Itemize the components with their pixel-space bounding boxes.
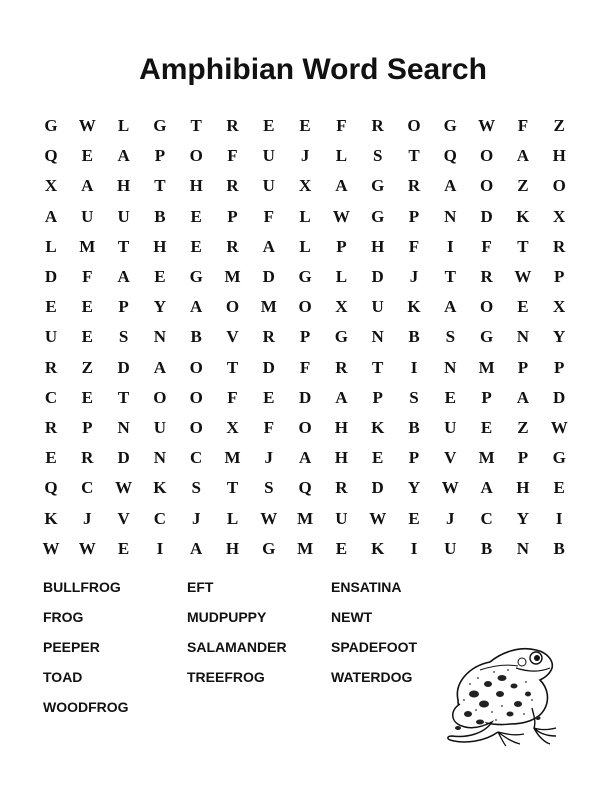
grid-letter: E (444, 387, 456, 407)
grid-letter: C (153, 508, 167, 528)
grid-letter: K (407, 297, 421, 317)
word-list-item: SPADEFOOT (331, 639, 418, 655)
grid-letter: O (189, 357, 203, 377)
grid-letter: J (191, 508, 201, 528)
grid-letter: E (517, 297, 529, 317)
grid-letter: Y (153, 297, 167, 317)
grid-letter: S (409, 387, 419, 407)
grid-letter: U (44, 327, 58, 347)
word-list-item: PEEPER (43, 639, 100, 655)
grid-letter: T (517, 236, 529, 256)
grid-letter: P (553, 267, 565, 286)
grid-letter: R (335, 478, 348, 498)
grid-letter: V (226, 327, 239, 347)
grid-letter: G (479, 327, 494, 347)
grid-letter: R (407, 176, 421, 196)
grid-letter: G (371, 206, 385, 226)
grid-letter: F (336, 116, 347, 135)
grid-letter: W (260, 508, 278, 528)
grid-letter: P (408, 448, 420, 468)
grid-letter: P (517, 448, 529, 468)
grid-letter: W (369, 508, 387, 528)
grid-letter: H (371, 236, 385, 256)
grid-letter: T (372, 357, 384, 377)
grid-letter: U (444, 418, 457, 437)
grid-letter: M (297, 538, 314, 558)
grid-letter: E (45, 297, 57, 317)
grid-letter: A (153, 357, 167, 377)
grid-letter: L (335, 146, 348, 166)
grid-letter: E (480, 418, 493, 437)
grid-letter: N (153, 327, 167, 347)
grid-letter: J (300, 146, 310, 166)
grid-letter: B (480, 538, 493, 558)
grid-letter: Z (553, 116, 565, 135)
grid-letter: E (45, 448, 57, 468)
grid-letter: M (224, 448, 241, 468)
grid-letter: L (299, 206, 311, 226)
grid-letter: D (371, 478, 384, 498)
grid-letter: A (298, 448, 312, 468)
grid-letter: O (407, 116, 421, 135)
grid-letter: N (444, 206, 457, 226)
grid-letter: E (372, 448, 384, 468)
grid-letter: A (81, 176, 94, 196)
grid-letter: H (189, 176, 203, 196)
grid-letter: M (79, 236, 96, 256)
grid-letter: M (478, 448, 495, 468)
grid-letter: E (154, 267, 166, 286)
grid-letter: A (190, 297, 203, 317)
grid-letter: D (298, 387, 312, 407)
grid-letter: E (81, 387, 93, 407)
grid-letter: A (44, 206, 58, 226)
grid-letter: G (552, 448, 566, 468)
grid-letter: O (298, 297, 312, 317)
grid-letter: T (408, 146, 420, 166)
grid-letter: E (335, 538, 348, 558)
grid-letter: A (190, 538, 203, 558)
grid-letter: Y (553, 327, 566, 347)
grid-letter: S (445, 327, 456, 347)
grid-letter: F (299, 357, 311, 377)
grid-letter: L (45, 236, 57, 256)
grid-letter: D (480, 206, 493, 226)
grid-letter: Q (443, 146, 457, 166)
grid-letter: X (298, 176, 312, 196)
grid-letter: X (553, 206, 566, 226)
grid-letter: U (262, 146, 275, 166)
grid-letter: E (117, 538, 130, 558)
grid-letter: X (44, 176, 58, 196)
grid-letter: Q (298, 478, 312, 498)
grid-letter: F (82, 267, 93, 286)
grid-letter: W (42, 538, 60, 558)
grid-letter: A (516, 146, 530, 166)
grid-letter: O (479, 146, 494, 166)
grid-letter: X (335, 297, 348, 317)
grid-letter: P (481, 387, 492, 407)
grid-letter: G (44, 116, 58, 135)
grid-letter: S (264, 478, 274, 498)
grid-letter: D (117, 357, 130, 377)
grid-letter: T (154, 176, 166, 196)
grid-letter: U (335, 508, 348, 528)
grid-letter: O (479, 297, 494, 317)
grid-letter: R (335, 357, 348, 377)
word-list-item: MUDPUPPY (187, 609, 267, 625)
grid-letter: E (299, 116, 311, 135)
grid-letter: R (262, 327, 275, 347)
grid-letter: G (371, 176, 385, 196)
grid-letter: K (516, 206, 530, 226)
grid-letter: A (335, 176, 348, 196)
grid-letter: T (117, 236, 130, 256)
grid-letter: P (118, 297, 129, 317)
grid-letter: L (299, 236, 311, 256)
grid-letter: I (555, 508, 563, 528)
grid-letter: U (117, 206, 130, 226)
grid-letter: U (262, 176, 275, 196)
grid-letter: F (263, 418, 274, 437)
grid-letter: X (226, 418, 239, 437)
grid-letter: G (443, 116, 457, 135)
word-list-item: EFT (187, 579, 214, 595)
grid-letter: A (444, 297, 457, 317)
grid-letter: A (480, 478, 493, 498)
grid-letter: R (226, 116, 239, 135)
grid-letter: W (550, 418, 568, 437)
grid-letter: K (371, 418, 385, 437)
grid-letter: K (44, 508, 58, 528)
grid-letter: R (226, 176, 239, 196)
grid-letter: G (334, 327, 348, 347)
grid-letter: W (78, 116, 96, 135)
grid-letter: P (154, 146, 166, 166)
page-title: Amphibian Word Search (139, 53, 487, 86)
grid-letter: U (444, 538, 457, 558)
grid-letter: I (156, 538, 164, 558)
word-list-item: WOODFROG (43, 699, 129, 715)
grid-letter: R (371, 116, 384, 135)
word-list-item: TOAD (43, 669, 83, 685)
word-list-item: FROG (43, 609, 84, 625)
grid-letter: U (371, 297, 384, 317)
grid-letter: L (226, 508, 239, 528)
grid-letter: N (516, 538, 530, 558)
grid-letter: T (226, 357, 239, 377)
word-list-item: NEWT (331, 609, 373, 625)
grid-letter: S (372, 146, 383, 166)
grid-letter: O (479, 176, 494, 196)
grid-letter: M (260, 297, 277, 317)
grid-letter: O (189, 146, 203, 166)
grid-letter: J (83, 508, 92, 528)
grid-letter: G (153, 116, 167, 135)
grid-letter: H (116, 176, 131, 196)
grid-letter: A (117, 267, 130, 286)
grid-letter: D (371, 267, 384, 286)
grid-letter: W (441, 478, 459, 498)
grid-letter: P (408, 206, 420, 226)
grid-letter: E (190, 206, 202, 226)
grid-letter: H (153, 236, 167, 256)
grid-letter: X (553, 297, 566, 317)
grid-letter: V (117, 508, 130, 528)
word-list-item: BULLFROG (43, 579, 121, 595)
grid-letter: T (117, 387, 130, 407)
grid-letter: F (481, 236, 492, 256)
grid-letter: F (517, 116, 529, 135)
grid-letter: E (81, 297, 93, 317)
grid-letter: O (225, 297, 240, 317)
grid-letter: I (410, 357, 418, 377)
grid-letter: T (226, 478, 239, 498)
grid-letter: A (117, 146, 130, 166)
grid-letter: W (478, 116, 496, 135)
grid-letter: G (298, 267, 312, 286)
grid-letter: E (81, 146, 93, 166)
grid-letter: H (516, 478, 530, 498)
grid-letter: H (552, 146, 566, 166)
grid-letter: N (444, 357, 457, 377)
grid-letter: H (334, 448, 348, 468)
grid-letter: R (480, 267, 493, 286)
grid-letter: B (154, 206, 166, 226)
word-list-item: SALAMANDER (187, 639, 287, 655)
grid-letter: Z (517, 176, 529, 196)
grid-letter: R (44, 418, 58, 437)
grid-letter: P (82, 418, 93, 437)
grid-letter: W (332, 206, 350, 226)
grid-letter: U (81, 206, 94, 226)
grid-letter: B (190, 327, 202, 347)
grid-letter: I (410, 538, 418, 558)
word-list-item: ENSATINA (331, 579, 402, 595)
grid-letter: C (81, 478, 94, 498)
grid-letter: R (44, 357, 58, 377)
grid-letter: R (553, 236, 566, 256)
grid-letter: Q (44, 146, 58, 166)
grid-letter: Y (407, 478, 421, 498)
grid-letter: T (444, 267, 456, 286)
grid-letter: O (552, 176, 566, 196)
word-list-item: WATERDOG (331, 669, 413, 685)
grid-letter: P (372, 387, 383, 407)
grid-letter: A (444, 176, 457, 196)
grid-letter: G (262, 538, 276, 558)
grid-letter: V (444, 448, 457, 468)
grid-letter: O (298, 418, 312, 437)
frog-icon (440, 638, 565, 748)
grid-letter: N (371, 327, 384, 347)
grid-letter: O (189, 387, 203, 407)
grid-letter: S (191, 478, 201, 498)
grid-letter: K (153, 478, 167, 498)
grid-letter: D (553, 387, 566, 407)
grid-letter: P (553, 357, 565, 377)
grid-letter: D (44, 267, 58, 286)
grid-letter: O (189, 418, 203, 437)
grid-letter: B (553, 538, 565, 558)
grid-letter: O (153, 387, 167, 407)
grid-letter: U (153, 418, 167, 437)
grid-letter: Y (516, 508, 530, 528)
grid-letter: W (78, 538, 96, 558)
grid-letter: Z (81, 357, 93, 377)
grid-letter: N (516, 327, 530, 347)
grid-letter: M (297, 508, 314, 528)
grid-letter: R (226, 236, 239, 256)
grid-letter: B (408, 327, 420, 347)
grid-letter: E (553, 478, 565, 498)
grid-letter: C (44, 387, 58, 407)
grid-letter: N (117, 418, 130, 437)
grid-letter: K (371, 538, 385, 558)
grid-letter: W (514, 267, 532, 286)
grid-letter: J (264, 448, 274, 468)
grid-letter: E (190, 236, 202, 256)
grid-letter: D (262, 267, 275, 286)
grid-letter: F (263, 206, 274, 226)
grid-letter: R (81, 448, 94, 468)
grid-letter: C (190, 448, 203, 468)
grid-letter: C (480, 508, 493, 528)
grid-letter: J (446, 508, 455, 528)
grid-letter: I (446, 236, 454, 256)
grid-letter: J (409, 267, 419, 286)
grid-letter: E (408, 508, 420, 528)
grid-letter: D (262, 357, 275, 377)
grid-letter: E (263, 116, 275, 135)
grid-letter: M (224, 267, 241, 286)
grid-letter: N (153, 448, 167, 468)
grid-letter: A (335, 387, 348, 407)
grid-letter: E (263, 387, 275, 407)
grid-letter: T (190, 116, 202, 135)
grid-letter: L (117, 116, 130, 135)
grid-letter: F (408, 236, 420, 256)
grid-letter: H (225, 538, 240, 558)
grid-letter: E (81, 327, 93, 347)
grid-letter: H (334, 418, 348, 437)
grid-letter: Q (44, 478, 58, 498)
grid-letter: A (516, 387, 530, 407)
grid-letter: P (517, 357, 529, 377)
grid-letter: Z (517, 418, 529, 437)
grid-letter: P (336, 236, 347, 256)
grid-letter: L (335, 267, 348, 286)
grid-letter: W (115, 478, 133, 498)
grid-letter: D (117, 448, 130, 468)
grid-letter: P (227, 206, 238, 226)
grid-letter: G (189, 267, 203, 286)
grid-letter: S (118, 327, 129, 347)
grid-letter: P (299, 327, 311, 347)
grid-letter: A (262, 236, 275, 256)
grid-letter: F (227, 387, 238, 407)
word-list-item: TREEFROG (187, 669, 265, 685)
grid-letter: F (227, 146, 238, 166)
grid-letter: B (408, 418, 420, 437)
grid-letter: M (478, 357, 495, 377)
